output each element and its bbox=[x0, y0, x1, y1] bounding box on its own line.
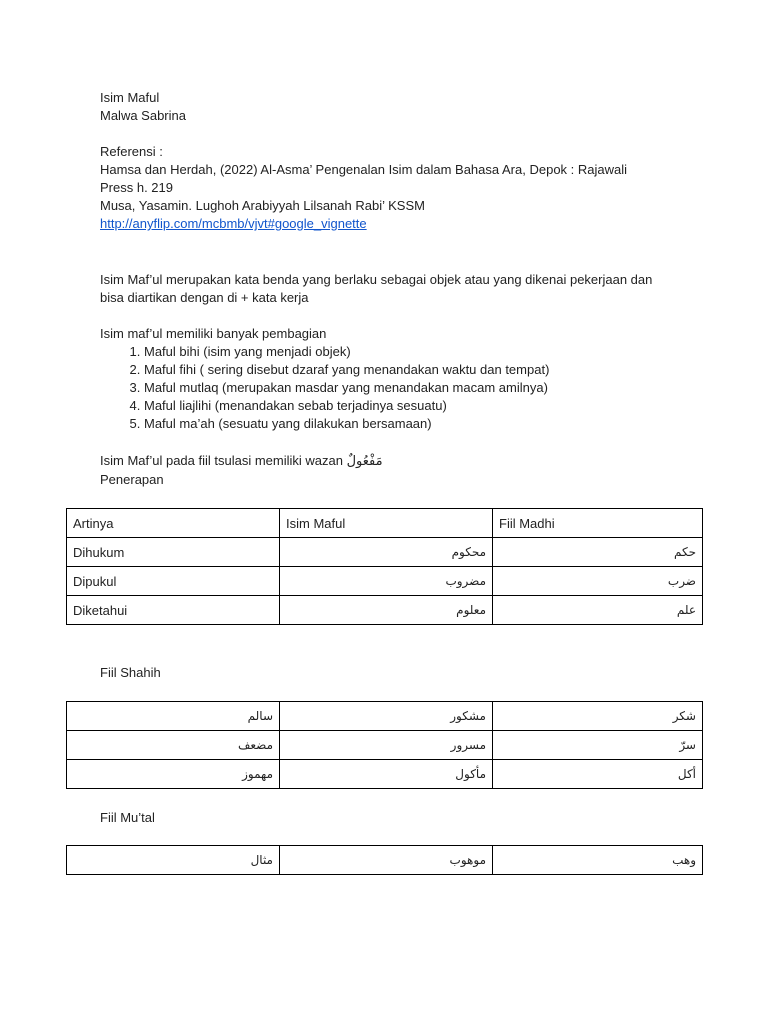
wazan-arabic: مَفْعُولٌ bbox=[346, 454, 383, 469]
table-cell: مثال bbox=[67, 846, 280, 875]
header-cell-fiil-madhi: Fiil Madhi bbox=[493, 509, 703, 538]
table-cell: محكوم bbox=[280, 538, 493, 567]
divisions-intro: Isim maf’ul memiliki banyak pembagian bbox=[100, 326, 327, 341]
definition-line-1: Isim Maf’ul merupakan kata benda yang berlaku sebagai objek atau yang dikenai pekerjaan dan bbox=[100, 272, 653, 287]
table-cell: Dipukul bbox=[67, 567, 280, 596]
wazan-section bbox=[100, 452, 700, 489]
application-heading: Penerapan bbox=[100, 472, 164, 487]
table-cell: مشكور bbox=[280, 702, 493, 731]
reference-line-2: Press h. 219 bbox=[100, 180, 173, 195]
header-cell-isim-maful: Isim Maful bbox=[280, 509, 493, 538]
reference-link[interactable]: http://anyflip.com/mcbmb/vjvt#google_vignette bbox=[100, 216, 367, 231]
table-cell: معلوم bbox=[280, 596, 493, 625]
table-cell: أكل bbox=[493, 760, 703, 789]
table-cell: مسرور bbox=[280, 731, 493, 760]
references-heading: Referensi : bbox=[100, 144, 163, 159]
table-row bbox=[67, 538, 703, 567]
table-cell: حكم bbox=[493, 538, 703, 567]
list-item: 2. Maful fihi ( sering disebut dzaraf yang menandakan waktu dan tempat) bbox=[144, 361, 700, 379]
reference-line-3: Musa, Yasamin. Lughoh Arabiyyah Lilsanah Rabi’ KSSM bbox=[100, 198, 425, 213]
reference-line-1: Hamsa dan Herdah, (2022) Al-Asma’ Pengenalan Isim dalam Bahasa Ara, Depok : Rajawali bbox=[100, 162, 628, 177]
shahih-heading: Fiil Shahih bbox=[100, 665, 161, 680]
table-row bbox=[67, 760, 703, 789]
table-cell: Diketahui bbox=[67, 596, 280, 625]
table-cell: وهب bbox=[493, 846, 703, 875]
divisions-section bbox=[100, 325, 700, 433]
main-table bbox=[66, 508, 703, 625]
table-cell: موهوب bbox=[280, 846, 493, 875]
wazan-text: Isim Maf’ul pada fiil tsulasi memiliki wazan bbox=[100, 453, 343, 468]
shahih-section bbox=[100, 664, 700, 682]
list-item: 1. Maful bihi (isim yang menjadi objek) bbox=[144, 343, 700, 361]
table-row bbox=[67, 567, 703, 596]
table-row bbox=[67, 731, 703, 760]
mutal-section bbox=[100, 809, 700, 827]
table-cell: مهموز bbox=[67, 760, 280, 789]
references-section bbox=[100, 143, 700, 233]
divisions-list bbox=[100, 343, 700, 433]
table-cell: سالم bbox=[67, 702, 280, 731]
table-cell: مضروب bbox=[280, 567, 493, 596]
document-title: Isim Maful bbox=[100, 90, 160, 105]
list-item: 3. Maful mutlaq (merupakan masdar yang menandakan macam amilnya) bbox=[144, 379, 700, 397]
table-cell: علم bbox=[493, 596, 703, 625]
definition-paragraph bbox=[100, 271, 700, 307]
document-author: Malwa Sabrina bbox=[100, 108, 186, 123]
table-cell: سرّ bbox=[493, 731, 703, 760]
mutal-table bbox=[66, 845, 703, 875]
table-row bbox=[67, 596, 703, 625]
list-item: 5. Maful ma’ah (sesuatu yang dilakukan bersamaan) bbox=[144, 415, 700, 433]
list-item: 4. Maful liajlihi (menandakan sebab terjadinya sesuatu) bbox=[144, 397, 700, 415]
table-cell: Dihukum bbox=[67, 538, 280, 567]
table-cell: شكر bbox=[493, 702, 703, 731]
definition-line-2: bisa diartikan dengan di + kata kerja bbox=[100, 290, 309, 305]
document-header bbox=[100, 89, 700, 125]
table-cell: مضعف bbox=[67, 731, 280, 760]
table-row bbox=[67, 702, 703, 731]
table-row bbox=[67, 846, 703, 875]
header-cell-artinya: Artinya bbox=[67, 509, 280, 538]
shahih-table bbox=[66, 701, 703, 789]
table-cell: ضرب bbox=[493, 567, 703, 596]
mutal-heading: Fiil Mu’tal bbox=[100, 810, 155, 825]
table-header-row bbox=[67, 509, 703, 538]
table-cell: مأكول bbox=[280, 760, 493, 789]
